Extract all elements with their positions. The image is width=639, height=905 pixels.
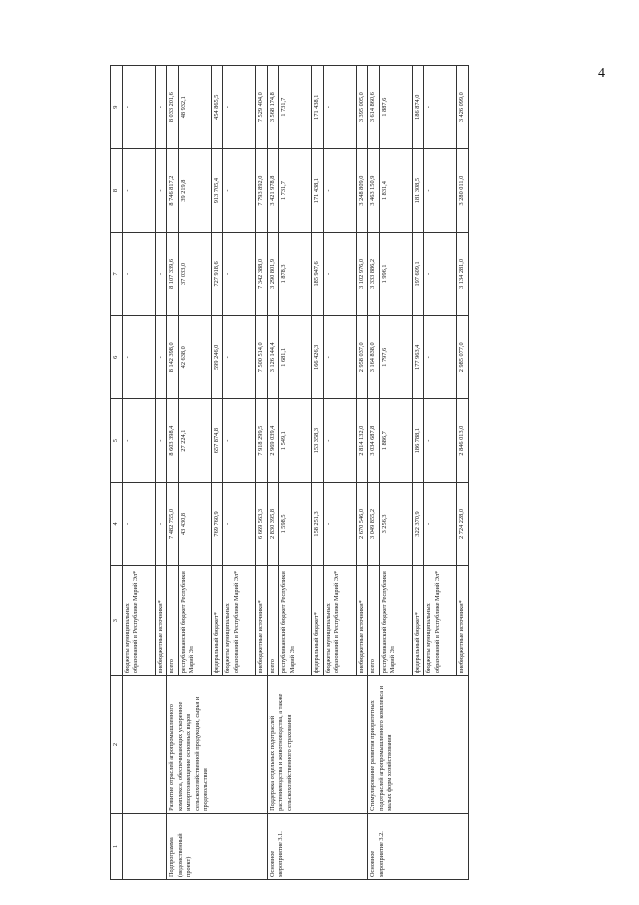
value-cell: 3 463 150,9	[368, 149, 380, 232]
value-cell: -	[155, 149, 167, 232]
table-row	[368, 66, 380, 880]
program-name-cell: Основное мероприятие 3.2.	[368, 813, 469, 879]
program-description-cell	[122, 676, 167, 814]
header-cell: 7	[111, 232, 123, 315]
value-cell: -	[223, 316, 256, 399]
value-cell: 1 878,3	[279, 232, 312, 315]
value-cell: 181 308,5	[412, 149, 424, 232]
table-row	[122, 66, 155, 880]
value-cell: 657 874,8	[211, 399, 223, 482]
value-cell: 153 358,3	[312, 399, 324, 482]
value-cell: 7 342 388,0	[256, 232, 268, 315]
value-cell: 8 107 339,6	[167, 232, 179, 315]
value-cell: 7 529 404,0	[256, 66, 268, 149]
value-cell: 1 797,6	[379, 316, 412, 399]
header-cell: 8	[111, 149, 123, 232]
value-cell: 2 670 546,0	[356, 482, 368, 565]
value-cell: 3 333 886,2	[368, 232, 380, 315]
value-cell: 1 887,6	[379, 66, 412, 149]
funding-source-cell: внебюджетные источники*	[356, 566, 368, 676]
value-cell: 177 963,4	[412, 316, 424, 399]
value-cell: 8 142 398,0	[167, 316, 179, 399]
value-cell: 166 426,3	[312, 316, 324, 399]
header-cell: 2	[111, 676, 123, 814]
funding-source-cell: всего	[368, 566, 380, 676]
value-cell: 322 370,9	[412, 482, 424, 565]
value-cell: 185 947,6	[312, 232, 324, 315]
funding-source-cell: всего	[167, 566, 179, 676]
funding-source-cell: внебюджетные источники*	[155, 566, 167, 676]
value-cell: 3 614 860,6	[368, 66, 380, 149]
budget-table	[110, 65, 469, 880]
program-name-cell: Основное мероприятие 3.1.	[267, 813, 368, 879]
value-cell: 2 846 013,0	[457, 399, 469, 482]
funding-source-cell: бюджеты муниципальных образований в Республике Марий Эл*	[424, 566, 457, 676]
value-cell: 1 681,1	[279, 316, 312, 399]
header-cell: 1	[111, 813, 123, 879]
header-cell: 9	[111, 66, 123, 149]
program-description-cell: Стимулирование развития приоритетных подотраслей агропромышленного комплекса и малых форм хозяйствования	[368, 676, 469, 814]
value-cell: -	[323, 66, 356, 149]
value-cell: -	[122, 399, 155, 482]
value-cell: -	[122, 66, 155, 149]
funding-source-cell: внебюджетные источники*	[457, 566, 469, 676]
value-cell: 3 426 099,0	[457, 66, 469, 149]
value-cell: 27 224,1	[178, 399, 211, 482]
funding-source-cell: республиканский бюджет Республики Марий Эл	[379, 566, 412, 676]
value-cell: 3 280 011,0	[457, 149, 469, 232]
value-cell: -	[155, 316, 167, 399]
program-name-cell: Подпрограмма (ведомственный проект)	[167, 813, 268, 879]
value-cell: 2 724 228,0	[457, 482, 469, 565]
value-cell: 2 814 132,0	[356, 399, 368, 482]
value-cell: -	[424, 149, 457, 232]
value-cell: 1 996,1	[379, 232, 412, 315]
value-cell: 1 598,5	[279, 482, 312, 565]
value-cell: -	[223, 482, 256, 565]
value-cell: 3 568 174,8	[267, 66, 279, 149]
value-cell: 2 969 039,4	[267, 399, 279, 482]
value-cell: -	[323, 149, 356, 232]
value-cell: -	[323, 316, 356, 399]
table-row	[167, 66, 179, 880]
value-cell: 3 421 978,8	[267, 149, 279, 232]
value-cell: -	[223, 232, 256, 315]
table-row	[267, 66, 279, 880]
header-cell: 4	[111, 482, 123, 565]
value-cell: 3 126 144,4	[267, 316, 279, 399]
value-cell: 186 788,1	[412, 399, 424, 482]
program-description-cell: Развитие отраслей агропромышленного комплекса, обеспечивающих ускоренное импортозамещение основных видов сельскохозяйственной продукции, сырья и продовольствия	[167, 676, 268, 814]
header-cell: 6	[111, 316, 123, 399]
value-cell: 1 731,7	[279, 149, 312, 232]
value-cell: 599 246,0	[211, 316, 223, 399]
value-cell: -	[155, 399, 167, 482]
value-cell: -	[424, 316, 457, 399]
funding-source-cell: республиканский бюджет Республики Марий Эл	[279, 566, 312, 676]
value-cell: 171 438,1	[312, 149, 324, 232]
value-cell: -	[424, 482, 457, 565]
value-cell: -	[122, 316, 155, 399]
value-cell: 8 746 817,2	[167, 149, 179, 232]
program-name-cell	[122, 813, 167, 879]
funding-source-cell: федеральный бюджет*	[312, 566, 324, 676]
value-cell: -	[323, 399, 356, 482]
funding-source-cell: бюджеты муниципальных образований в Республике Марий Эл*	[223, 566, 256, 676]
value-cell: 7 500 514,0	[256, 316, 268, 399]
value-cell: -	[424, 399, 457, 482]
funding-source-cell: внебюджетные источники*	[256, 566, 268, 676]
value-cell: -	[424, 66, 457, 149]
value-cell: 8 603 398,4	[167, 399, 179, 482]
funding-source-cell: всего	[267, 566, 279, 676]
value-cell: 913 705,4	[211, 149, 223, 232]
header-cell: 3	[111, 566, 123, 676]
value-cell: 8 033 201,6	[167, 66, 179, 149]
value-cell: -	[223, 66, 256, 149]
value-cell: 2 985 077,0	[457, 316, 469, 399]
value-cell: 1 831,4	[379, 149, 412, 232]
header-row	[111, 66, 123, 880]
value-cell: 39 219,8	[178, 149, 211, 232]
funding-source-cell: федеральный бюджет*	[412, 566, 424, 676]
value-cell: 1 886,7	[379, 399, 412, 482]
value-cell: -	[323, 232, 356, 315]
value-cell: -	[122, 149, 155, 232]
value-cell: 727 918,6	[211, 232, 223, 315]
value-cell: 186 874,0	[412, 66, 424, 149]
value-cell: 3 290 801,9	[267, 232, 279, 315]
table-body	[122, 66, 468, 880]
value-cell: 7 482 755,0	[167, 482, 179, 565]
value-cell: 7 793 892,0	[256, 149, 268, 232]
value-cell: 3 395 005,0	[356, 66, 368, 149]
value-cell: 2 958 037,0	[356, 316, 368, 399]
value-cell: 3 049 855,2	[368, 482, 380, 565]
value-cell: -	[155, 66, 167, 149]
value-cell: -	[223, 399, 256, 482]
value-cell: 158 251,3	[312, 482, 324, 565]
funding-source-cell: республиканский бюджет Республики Марий Эл	[178, 566, 211, 676]
value-cell: 3 034 687,8	[368, 399, 380, 482]
value-cell: -	[155, 232, 167, 315]
value-cell: 48 932,1	[178, 66, 211, 149]
value-cell: -	[155, 482, 167, 565]
value-cell: -	[223, 149, 256, 232]
value-cell: 1 549,1	[279, 399, 312, 482]
value-cell: 3 134 281,0	[457, 232, 469, 315]
funding-source-cell: бюджеты муниципальных образований в Республике Марий Эл*	[323, 566, 356, 676]
value-cell: 3 102 976,0	[356, 232, 368, 315]
value-cell: 171 438,1	[312, 66, 324, 149]
value-cell: 37 033,0	[178, 232, 211, 315]
funding-source-cell: федеральный бюджет*	[211, 566, 223, 676]
value-cell: -	[122, 482, 155, 565]
value-cell: 43 430,8	[178, 482, 211, 565]
value-cell: 42 638,0	[178, 316, 211, 399]
value-cell: 3 256,3	[379, 482, 412, 565]
value-cell: 454 865,5	[211, 66, 223, 149]
value-cell: -	[424, 232, 457, 315]
funding-source-cell: бюджеты муниципальных образований в Республике Марий Эл*	[122, 566, 155, 676]
value-cell: 1 731,7	[279, 66, 312, 149]
rotated-table-container	[110, 65, 580, 880]
value-cell: 3 248 809,0	[356, 149, 368, 232]
value-cell: -	[122, 232, 155, 315]
value-cell: 3 164 838,0	[368, 316, 380, 399]
value-cell: 7 918 299,5	[256, 399, 268, 482]
page-number: 4	[598, 66, 605, 81]
value-cell: -	[323, 482, 356, 565]
header-cell: 5	[111, 399, 123, 482]
value-cell: 6 669 563,3	[256, 482, 268, 565]
value-cell: 769 760,9	[211, 482, 223, 565]
program-description-cell: Поддержка отдельных подотраслей растениеводства и животноводства, а также сельскохозяйственного страхования	[267, 676, 368, 814]
value-cell: 197 609,1	[412, 232, 424, 315]
value-cell: 2 830 395,8	[267, 482, 279, 565]
